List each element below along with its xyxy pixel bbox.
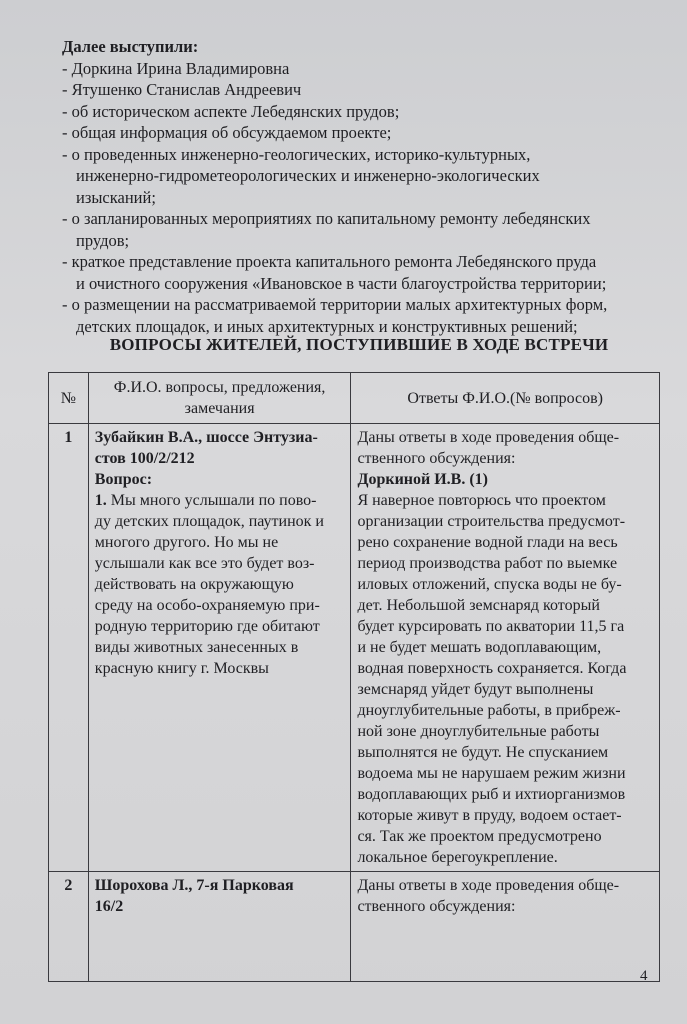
question-text-line: красную книгу г. Москвы [94,660,269,677]
questions-table [48,372,660,982]
answer-text-line: период производства работ по выемке [357,555,618,572]
row-number: 2 [49,872,89,982]
answer-text-line: организации строительства предусмот- [357,513,626,530]
answer-text-line: рено сохранение водной глади на весь [357,534,618,551]
question-author: стов 100/2/212 [94,450,195,467]
topic-line: и очистного сооружения «Ивановское в части благоустройства территории; [76,273,607,293]
answer-intro: ственного обсуждения: [357,450,516,467]
answer-text-line: будет курсировать по акватории 11,5 га [357,618,625,635]
question-text-line: 1. Мы много услышали по пово- [94,492,317,509]
answer-text-line: и не будет мешать водоплавающим, [357,639,602,656]
question-text-line: ду детских площадок, паутинок и [94,513,324,530]
answer-text-line: Я наверное повторюсь что проектом [357,492,606,509]
question-cell [88,872,351,982]
question-cell [88,424,351,872]
section-title: ВОПРОСЫ ЖИТЕЛЕЙ, ПОСТУПИВШИЕ В ХОДЕ ВСТРЕЧИ [109,335,609,354]
page-number: 4 [640,968,648,984]
speakers-heading: Далее выступили: [62,37,199,56]
answer-text-line: которые живут в пруду, водоем остает- [357,807,622,824]
row-number: 1 [49,424,89,872]
answer-text-line: водная поверхность сохраняется. Когда [357,660,627,677]
question-text-line: среду на особо-охраняемую при- [94,597,320,614]
question-text-line: действовать на окружающую [94,576,294,593]
topic-line: - об историческом аспекте Лебедянских прудов; [62,101,400,121]
answer-text-line: водоплавающих рыб и ихтиорганизмов [357,786,626,803]
topic-line: - о проведенных инженерно-геологических, историко-культурных, [62,144,531,164]
question-author: Шорохова Л., 7-я Парковая [94,877,294,894]
answer-cell [351,424,660,872]
answer-text-line: иловых отложений, спуска воды не бу- [357,576,622,593]
column-header-question: Ф.И.О. вопросы, предложения, замечания [88,373,351,424]
table-row [49,872,660,982]
question-text-line: родную территорию где обитают [94,618,320,635]
answer-intro: Даны ответы в ходе проведения обще- [357,429,620,446]
answer-text-line: локальное берегоукрепление. [357,849,558,866]
topic-line: - общая информация об обсуждаемом проекте; [62,123,392,142]
question-author: 16/2 [94,898,124,915]
question-number: 1. [94,492,107,509]
topic-line: инженерно-гидрометеорологических и инженерно-экологических [76,166,540,185]
speakers-section [62,36,662,337]
topic-line: детских площадок, и иных архитектурных и конструктивных решений; [76,316,578,336]
table-header-row [49,373,660,424]
answer-text-line: выполнятся не будут. Не спусканием [357,744,609,761]
question-text-line: услышали как все это будет воз- [94,555,315,572]
answer-text-line: дет. Небольшой земснаряд который [357,597,600,614]
speaker-line: - Доркина Ирина Владимировна [62,58,290,78]
topic-line: прудов; [76,230,130,250]
topic-line: - краткое представление проекта капитального ремонта Лебедянского пруда [62,252,597,271]
topic-line: - о запланированных мероприятиях по капитальному ремонту лебедянских [62,209,591,228]
answer-text-line: водоема мы не нарушаем режим жизни [357,765,626,782]
answer-text-line: ной зоне дноуглубительные работы [357,723,600,740]
answer-cell [351,872,660,982]
question-label: Вопрос: [94,471,153,488]
question-author: Зубайкин В.А., шоссе Энтузиа- [94,429,318,446]
answer-intro: ственного обсуждения: [357,898,516,915]
answer-author: Доркиной И.В. (1) [357,471,488,488]
answer-intro: Даны ответы в ходе проведения обще- [357,877,620,894]
answer-text-line: земснаряд уйдет будут выполнены [357,681,594,698]
answer-text-line: ся. Так же проектом предусмотрено [357,828,602,845]
speaker-line: - Ятушенко Станислав Андреевич [62,80,302,99]
question-text-line: многого другого. Но мы не [94,534,279,551]
table-row [49,424,660,872]
topic-line: - о размещении на рассматриваемой территории малых архитектурных форм, [62,295,608,314]
column-header-number: № [49,373,89,424]
answer-text-line: дноуглубительные работы, в прибреж- [357,702,621,719]
column-header-answer: Ответы Ф.И.О.(№ вопросов) [351,373,660,424]
question-text-line: виды животных занесенных в [94,639,299,656]
topic-line: изысканий; [76,187,156,207]
